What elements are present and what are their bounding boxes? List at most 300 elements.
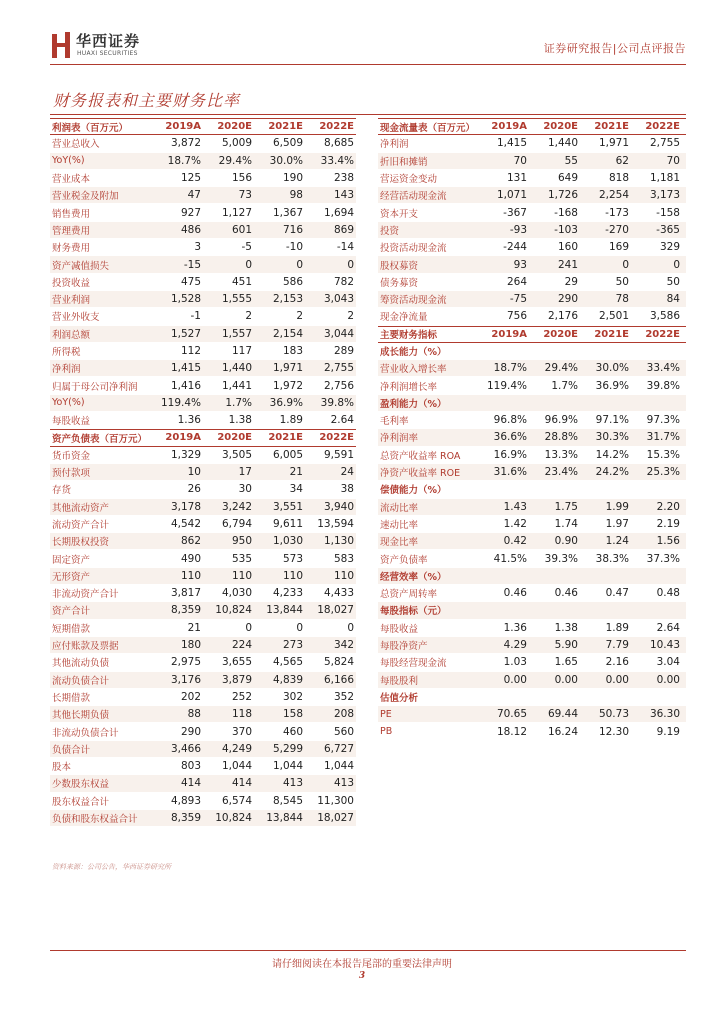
right-column	[378, 118, 686, 741]
row-label: 投资活动现金流	[380, 243, 447, 255]
cell-value: 26	[187, 483, 201, 496]
cell-value: 1.74	[554, 517, 578, 530]
year-header: 2021E	[594, 328, 629, 340]
cell-value: 69.44	[547, 708, 578, 721]
cell-value: 0.47	[605, 587, 629, 600]
table-row	[378, 654, 686, 671]
row-label: 成长能力（%）	[380, 347, 447, 358]
cell-value: 110	[180, 569, 201, 582]
cell-value: 10,824	[215, 604, 252, 617]
cell-value: -103	[554, 223, 578, 236]
cell-value: 5,299	[272, 742, 303, 755]
table-row	[378, 481, 686, 498]
cell-value: 30	[238, 483, 252, 496]
cell-value: 2,756	[323, 379, 354, 392]
cell-value: 1.7%	[551, 379, 578, 392]
table-row	[50, 654, 356, 671]
cell-value: 716	[282, 223, 303, 236]
cell-value: 1,127	[221, 206, 252, 219]
table-row	[50, 689, 356, 706]
cell-value: 414	[231, 777, 252, 790]
table-row	[50, 775, 356, 792]
year-header: 2020E	[217, 121, 252, 133]
cell-value: 586	[282, 275, 303, 288]
cell-value: 29	[564, 275, 578, 288]
row-label: 非流动资产合计	[52, 589, 119, 601]
row-label: 每股指标（元）	[380, 606, 447, 618]
year-header: 2019A	[491, 121, 527, 133]
cell-value: 2,153	[272, 293, 303, 306]
cell-value: -14	[336, 241, 354, 254]
row-label: 预付款项	[52, 468, 91, 480]
cell-value: 3,940	[323, 500, 354, 513]
table-row	[378, 672, 686, 689]
cell-value: 560	[333, 725, 354, 738]
row-label: 投资收益	[52, 277, 91, 289]
row-label: 其他流动资产	[52, 502, 110, 514]
cell-value: 290	[557, 293, 578, 306]
cell-value: 2.19	[656, 517, 680, 530]
cell-value: 1,044	[272, 760, 303, 773]
table-row	[378, 153, 686, 170]
cell-value: 158	[282, 708, 303, 721]
cell-value: 97.3%	[646, 414, 680, 427]
cell-value: 190	[282, 172, 303, 185]
table-row	[378, 689, 686, 706]
cell-value: -158	[656, 206, 680, 219]
cell-value: 0	[245, 258, 252, 271]
table-row	[50, 377, 356, 394]
row-label: 其他长期负债	[52, 710, 110, 722]
cell-value: -367	[503, 206, 527, 219]
table-row	[50, 723, 356, 740]
cell-value: 413	[282, 777, 303, 790]
cell-value: 1.43	[503, 500, 527, 513]
cashflow-table	[378, 118, 686, 326]
cell-value: 30.3%	[595, 431, 629, 444]
table-row	[378, 308, 686, 325]
cell-value: 25.3%	[646, 466, 680, 479]
cell-value: 0	[296, 621, 303, 634]
cell-value: 1,415	[170, 362, 201, 375]
section-title: 财务报表和主要财务比率	[53, 91, 241, 110]
cell-value: 70	[666, 154, 680, 167]
table-row	[378, 135, 686, 152]
table-row	[50, 170, 356, 187]
year-header: 2022E	[319, 432, 354, 444]
cell-value: 8,685	[323, 137, 354, 150]
table-row	[378, 602, 686, 619]
cell-value: 3,176	[170, 673, 201, 686]
cell-value: 224	[231, 639, 252, 652]
cell-value: 1,972	[272, 379, 303, 392]
table-row	[50, 481, 356, 498]
cell-value: 21	[187, 621, 201, 634]
cell-value: 0.00	[605, 673, 629, 686]
row-label: 净利润	[380, 139, 409, 151]
cell-value: 290	[180, 725, 201, 738]
cell-value: 8,359	[170, 604, 201, 617]
cell-value: 4,249	[221, 742, 252, 755]
cell-value: 460	[282, 725, 303, 738]
cell-value: 342	[333, 639, 354, 652]
cell-value: 18.7%	[493, 362, 527, 375]
cell-value: 2,154	[272, 327, 303, 340]
cell-value: 0	[347, 258, 354, 271]
table-row	[50, 135, 356, 152]
table-row	[50, 706, 356, 723]
cell-value: 1,440	[221, 362, 252, 375]
cell-value: 30.0%	[269, 154, 303, 167]
cell-value: 13,844	[266, 604, 303, 617]
cell-value: 2,254	[598, 189, 629, 202]
cell-value: 13.3%	[544, 448, 578, 461]
row-label: 每股净资产	[380, 641, 428, 653]
table-title: 主要财务指标	[380, 330, 438, 342]
year-header: 2021E	[268, 121, 303, 133]
table-row	[50, 204, 356, 221]
table-row	[378, 568, 686, 585]
row-label: 营业税金及附加	[52, 191, 119, 203]
cell-value: 352	[333, 690, 354, 703]
row-label: 长期借款	[52, 692, 91, 704]
table-row	[50, 222, 356, 239]
table-row	[378, 256, 686, 273]
row-label: 所得税	[52, 347, 81, 358]
cell-value: 5,824	[323, 656, 354, 669]
cell-value: -168	[554, 206, 578, 219]
table-row	[378, 395, 686, 412]
cell-value: 3	[194, 241, 201, 254]
cell-value: 486	[180, 223, 201, 236]
year-header: 2021E	[268, 432, 303, 444]
cell-value: 4,839	[272, 673, 303, 686]
cell-value: 3,879	[221, 673, 252, 686]
cell-value: 119.4%	[160, 396, 201, 409]
row-label: 营业外收支	[52, 312, 100, 324]
cell-value: 3,551	[272, 500, 303, 513]
cell-value: 18,027	[317, 812, 354, 825]
cell-value: 118	[231, 708, 252, 721]
row-label: 负债合计	[52, 744, 91, 756]
cell-value: 9,591	[323, 448, 354, 461]
cell-value: 601	[231, 223, 252, 236]
cell-value: 4,030	[221, 587, 252, 600]
row-label: 营业成本	[52, 174, 91, 186]
row-label: 债务募资	[380, 277, 419, 289]
table-row	[50, 153, 356, 170]
cell-value: 73	[238, 189, 252, 202]
cell-value: 2.16	[605, 656, 629, 669]
table-title: 资产负债表（百万元）	[52, 433, 148, 445]
cell-value: 927	[180, 206, 201, 219]
row-label: 偿债能力（%）	[380, 485, 447, 497]
cell-value: 475	[180, 275, 201, 288]
cell-value: 2,755	[649, 137, 680, 150]
cell-value: 78	[615, 293, 629, 306]
cell-value: 13,844	[266, 812, 303, 825]
cell-value: 238	[333, 172, 354, 185]
table-row	[50, 793, 356, 810]
legal-notice: 请仔细阅读在本报告尾部的重要法律声明	[272, 959, 452, 970]
cell-value: 3,242	[221, 500, 252, 513]
cell-value: -1	[190, 310, 201, 323]
table-row	[378, 550, 686, 567]
row-label: 资产合计	[52, 606, 91, 618]
cell-value: -10	[285, 241, 303, 254]
cell-value: 11,300	[317, 794, 354, 807]
cell-value: -173	[605, 206, 629, 219]
cell-value: 2,176	[547, 310, 578, 323]
cell-value: 950	[231, 535, 252, 548]
table-row	[378, 516, 686, 533]
cell-value: 1,971	[598, 137, 629, 150]
cell-value: 1.65	[554, 656, 578, 669]
cell-value: 1.89	[605, 621, 629, 634]
cell-value: 18.12	[496, 725, 527, 738]
table-header	[50, 429, 356, 446]
table-row	[378, 533, 686, 550]
cell-value: 0.90	[554, 535, 578, 548]
cell-value: 110	[333, 569, 354, 582]
cell-value: 1,555	[221, 293, 252, 306]
cell-value: 8,359	[170, 812, 201, 825]
cell-value: 6,005	[272, 448, 303, 461]
cell-value: 208	[333, 708, 354, 721]
cell-value: 202	[180, 690, 201, 703]
cell-value: 8,545	[272, 794, 303, 807]
row-label: 股东权益合计	[52, 796, 110, 808]
cell-value: 62	[615, 154, 629, 167]
cell-value: 84	[666, 293, 680, 306]
cell-value: 2.64	[330, 414, 354, 427]
table-row	[50, 810, 356, 827]
table-row	[50, 620, 356, 637]
table-row	[378, 706, 686, 723]
table-row	[50, 741, 356, 758]
row-label: 投资	[380, 225, 400, 237]
cell-value: 29.4%	[218, 154, 252, 167]
row-label: 少数股东权益	[52, 779, 110, 791]
row-label: 销售费用	[52, 208, 91, 220]
cell-value: 3,505	[221, 448, 252, 461]
cell-value: 2	[296, 310, 303, 323]
table-row	[378, 204, 686, 221]
cell-value: 1,694	[323, 206, 354, 219]
cell-value: 6,574	[221, 794, 252, 807]
cell-value: 41.5%	[493, 552, 527, 565]
cell-value: -93	[509, 223, 527, 236]
year-header: 2021E	[594, 121, 629, 133]
cell-value: 4,893	[170, 794, 201, 807]
cell-value: 36.9%	[269, 396, 303, 409]
table-row	[378, 170, 686, 187]
cell-value: 33.4%	[320, 154, 354, 167]
row-label: 股权募资	[380, 260, 419, 272]
table-row	[378, 222, 686, 239]
cell-value: 490	[180, 552, 201, 565]
cell-value: 3,173	[649, 189, 680, 202]
year-header: 2019A	[491, 328, 527, 340]
cell-value: 5.90	[554, 639, 578, 652]
cell-value: 18,027	[317, 604, 354, 617]
row-label: 折旧和摊销	[380, 156, 428, 168]
financial-ratios-table	[378, 326, 686, 741]
cell-value: 17	[238, 466, 252, 479]
cell-value: 1.38	[228, 414, 252, 427]
table-row	[50, 395, 356, 412]
cell-value: 0.48	[656, 587, 680, 600]
row-label: 固定资产	[52, 554, 91, 566]
cell-value: 1.38	[554, 621, 578, 634]
cell-value: 0	[245, 621, 252, 634]
row-label: 总资产周转率	[380, 589, 438, 601]
cell-value: 4,433	[323, 587, 354, 600]
cell-value: 38.3%	[595, 552, 629, 565]
cell-value: 1,044	[323, 760, 354, 773]
cell-value: 9.19	[656, 725, 680, 738]
cell-value: 1,415	[496, 137, 527, 150]
table-row	[50, 464, 356, 481]
cell-value: 862	[180, 535, 201, 548]
cell-value: 39.8%	[646, 379, 680, 392]
cell-value: -244	[503, 241, 527, 254]
year-header: 2020E	[217, 432, 252, 444]
cell-value: 1,181	[649, 172, 680, 185]
table-title: 利润表（百万元）	[52, 122, 129, 134]
cell-value: 93	[513, 258, 527, 271]
cell-value: 110	[282, 569, 303, 582]
cell-value: 3,872	[170, 137, 201, 150]
table-row	[378, 187, 686, 204]
row-label: 流动资产合计	[52, 519, 110, 531]
table-row	[50, 568, 356, 585]
row-label: 净利润率	[380, 433, 419, 445]
cell-value: 34	[289, 483, 303, 496]
cell-value: 573	[282, 552, 303, 565]
table-row	[50, 412, 356, 429]
cell-value: 1.36	[503, 621, 527, 634]
row-label: 每股收益	[380, 623, 419, 635]
cell-value: 6,509	[272, 137, 303, 150]
cell-value: 2.64	[656, 621, 680, 634]
table-row	[378, 412, 686, 429]
cell-value: 88	[187, 708, 201, 721]
cell-value: 451	[231, 275, 252, 288]
cell-value: 413	[333, 777, 354, 790]
cell-value: 3,178	[170, 500, 201, 513]
cell-value: 0	[673, 258, 680, 271]
cell-value: 10.43	[649, 639, 680, 652]
table-header	[378, 118, 686, 135]
row-label: 资产减值损失	[52, 260, 110, 272]
row-label: YoY(%)	[52, 155, 85, 167]
cell-value: 1,130	[323, 535, 354, 548]
cell-value: 10,824	[215, 812, 252, 825]
table-row	[378, 637, 686, 654]
report-type: 证券研究报告|公司点评报告	[543, 42, 686, 55]
cell-value: -365	[656, 223, 680, 236]
row-label: PB	[380, 726, 393, 738]
cell-value: 117	[231, 345, 252, 357]
cell-value: 2,755	[323, 362, 354, 375]
cell-value: 1,416	[170, 379, 201, 392]
cell-value: 302	[282, 690, 303, 703]
table-row	[50, 360, 356, 377]
cell-value: 1,044	[221, 760, 252, 773]
cell-value: 183	[282, 345, 303, 357]
cell-value: 12.30	[598, 725, 629, 738]
cell-value: -15	[183, 258, 201, 271]
table-row	[378, 274, 686, 291]
cell-value: 110	[231, 569, 252, 582]
cell-value: 18.7%	[167, 154, 201, 167]
row-label: 营业总收入	[52, 139, 100, 151]
table-row	[50, 239, 356, 256]
cell-value: 803	[180, 760, 201, 773]
cell-value: 649	[557, 172, 578, 185]
cell-value: 9,611	[272, 517, 303, 530]
cell-value: 1.56	[656, 535, 680, 548]
table-row	[50, 326, 356, 343]
cell-value: 782	[333, 275, 354, 288]
table-row	[50, 758, 356, 775]
table-row	[378, 585, 686, 602]
cell-value: 70.65	[496, 708, 527, 721]
table-row	[378, 620, 686, 637]
cell-value: 169	[608, 241, 629, 254]
cell-value: 0	[296, 258, 303, 271]
cell-value: 131	[506, 172, 527, 185]
table-row	[378, 360, 686, 377]
cell-value: 370	[231, 725, 252, 738]
logo-text-en: HUAXI SECURITIES	[77, 50, 138, 57]
cell-value: 1.7%	[225, 396, 252, 409]
cell-value: 21	[289, 466, 303, 479]
row-label: 估值分析	[380, 692, 419, 704]
income-statement-table	[50, 118, 356, 429]
cell-value: 583	[333, 552, 354, 565]
cell-value: 3,817	[170, 587, 201, 600]
table-row	[50, 602, 356, 619]
cell-value: 6,794	[221, 517, 252, 530]
table-row	[378, 239, 686, 256]
logo-text-cn: 华西证券	[76, 32, 141, 50]
cell-value: 13,594	[317, 517, 354, 530]
year-header: 2022E	[645, 328, 680, 340]
cell-value: 3,586	[649, 310, 680, 323]
cell-value: 14.2%	[595, 448, 629, 461]
year-header: 2020E	[543, 121, 578, 133]
cell-value: 4.29	[503, 639, 527, 652]
cell-value: 55	[564, 154, 578, 167]
cell-value: 1,726	[547, 189, 578, 202]
row-label: 归属于母公司净利润	[52, 381, 138, 393]
cell-value: 3,043	[323, 293, 354, 306]
cell-value: 273	[282, 639, 303, 652]
row-label: 利润总额	[52, 329, 91, 341]
cell-value: 535	[231, 552, 252, 565]
cell-value: 1,527	[170, 327, 201, 340]
cell-value: 16.9%	[493, 448, 527, 461]
source-note: 资料来源：公司公告，华西证券研究所	[52, 863, 171, 871]
table-row	[50, 516, 356, 533]
cell-value: 2.20	[656, 500, 680, 513]
cell-value: 16.24	[547, 725, 578, 738]
balance-sheet-table	[50, 429, 356, 827]
page-number: 3	[358, 971, 366, 981]
cell-value: 329	[659, 241, 680, 254]
